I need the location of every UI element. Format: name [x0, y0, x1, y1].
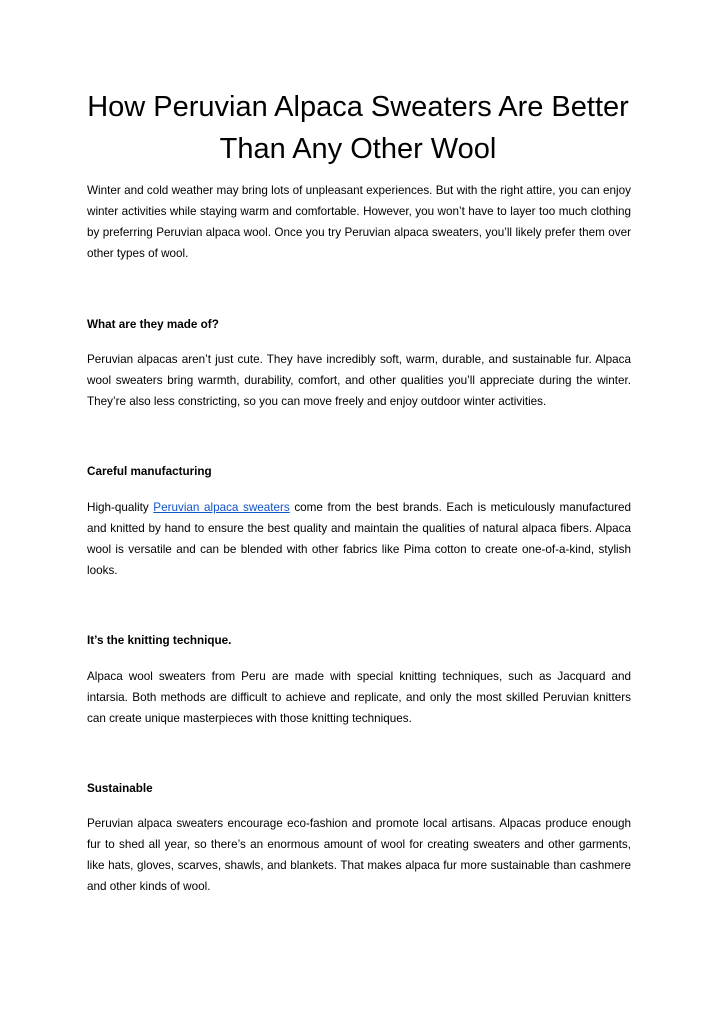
section-heading-manufacturing: Careful manufacturing	[87, 465, 212, 478]
page-title: How Peruvian Alpaca Sweaters Are Better Than Any Other Wool	[87, 91, 629, 165]
section-body-manufacturing	[87, 497, 631, 581]
body-text-after-link: come from the best brands. Each is meticulously manufactured and knitted by hand to ensure the best quality and maintain the qualities of natural alpaca fibers. Alpaca wool is versatile and can be blended with other fabrics like Pima cotton to create one-of-a-kind, stylish looks.	[87, 501, 631, 577]
section-heading-sustainable: Sustainable	[87, 782, 153, 795]
body-text-before-link: High-quality	[87, 501, 154, 514]
section-heading-knitting: It’s the knitting technique.	[87, 634, 232, 647]
section-heading-made-of: What are they made of?	[87, 318, 219, 331]
section-body-sustainable: Peruvian alpaca sweaters encourage eco-fashion and promote local artisans. Alpacas produce enough fur to shed all year, so there’s an enormous amount of wool for creating sweaters and other garments, like hats, gloves, scarves, shawls, and blankets. That makes alpaca fur more sustainable than cashmere and other kinds of wool.	[87, 817, 631, 893]
intro-paragraph: Winter and cold weather may bring lots of unpleasant experiences. But with the right attire, you can enjoy winter activities while staying warm and comfortable. However, you won’t have to layer too much clothing by preferring Peruvian alpaca wool. Once you try Peruvian alpaca sweaters, you’ll likely prefer them over other types of wool.	[87, 184, 631, 260]
section-body-made-of: Peruvian alpacas aren’t just cute. They have incredibly soft, warm, durable, and sustainable fur. Alpaca wool sweaters bring warmth, durability, comfort, and other qualities you’ll appreciate during the winter. They’re also less constricting, so you can move freely and enjoy outdoor winter activities.	[87, 353, 631, 408]
section-body-knitting: Alpaca wool sweaters from Peru are made with special knitting techniques, such as Jacquard and intarsia. Both methods are difficult to achieve and replicate, and only the most skilled Peruvian knitters can create unique masterpieces with those knitting techniques.	[87, 670, 631, 725]
peruvian-alpaca-sweaters-link[interactable]: Peruvian alpaca sweaters	[153, 501, 290, 514]
